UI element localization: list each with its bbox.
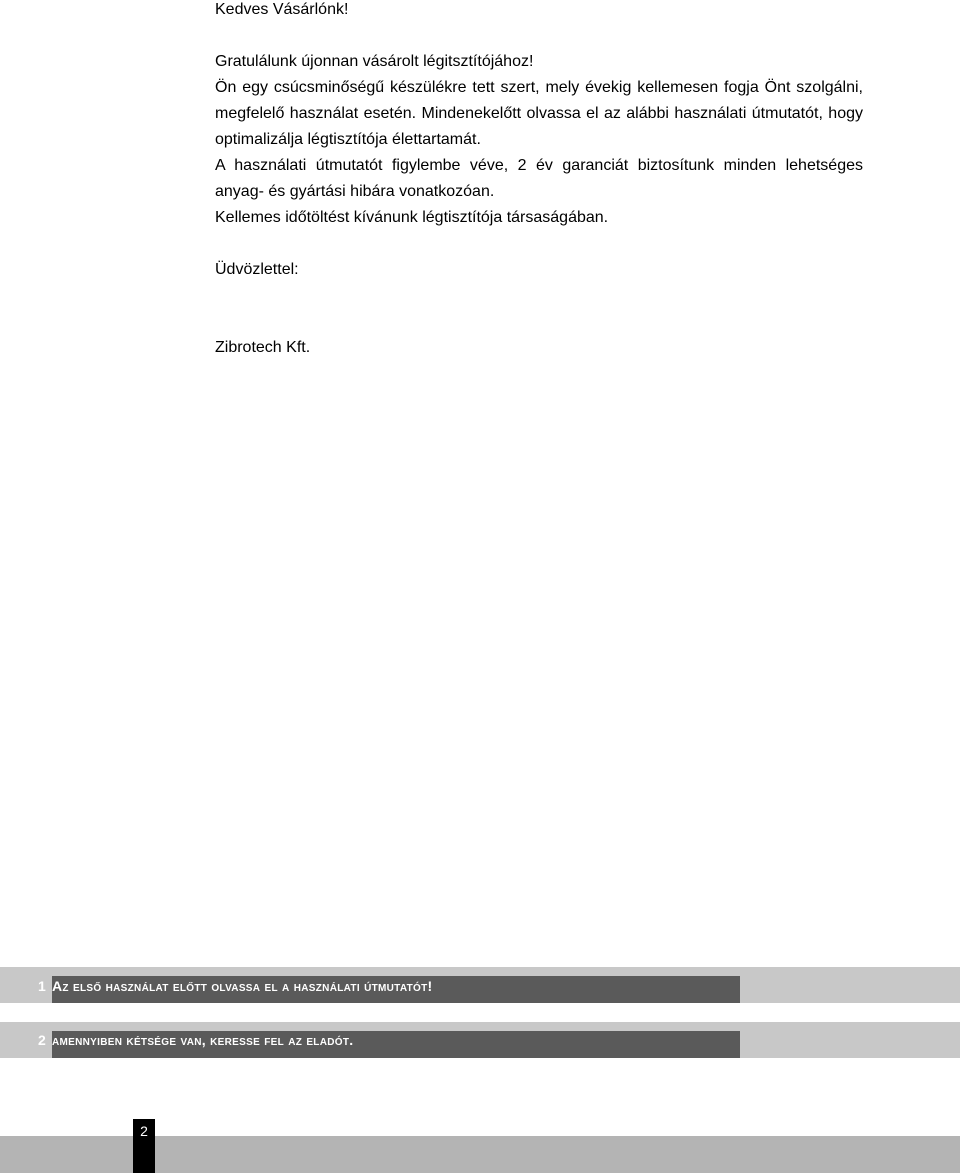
notice-banner-1-text: Az első használat előtt olvassa el a használati útmutatót! [52, 978, 433, 994]
notice-banner-1-number: 1 [38, 978, 46, 994]
greeting: Kedves Vásárlónk! [215, 1, 349, 18]
paragraph-intro: Ön egy csúcsminőségű készülékre tett szert, mely évekig kellemesen fogja Önt szolgálni, megfelelő használat esetén. Mindenekelőtt olvassa el az alábbi használati útmutatót, hogy optimalizálja légtisztítója élettartamát. [215, 79, 863, 148]
notice-banner-1 [0, 967, 960, 1003]
page-number-box [133, 1119, 155, 1173]
paragraph-congratulations: Gratulálunk újonnan vásárolt légitsztítójához! [215, 53, 534, 70]
paragraph-wishes: Kellemes időtöltést kívánunk légtisztítója társaságában. [215, 209, 609, 226]
notice-banner-2-text: amennyiben kétsége van, keresse fel az eladót. [52, 1032, 354, 1048]
notice-banner-2 [0, 1022, 960, 1058]
notice-banner-2-number: 2 [38, 1032, 46, 1048]
paragraph-warranty: A használati útmutatót figylembe véve, 2 év garanciát biztosítunk minden lehetséges anyag- és gyártási hibára vonatkozóan. [215, 157, 863, 200]
signature: Zibrotech Kft. [215, 339, 311, 356]
page-number: 2 [140, 1123, 148, 1139]
closing: Üdvözlettel: [215, 261, 299, 278]
